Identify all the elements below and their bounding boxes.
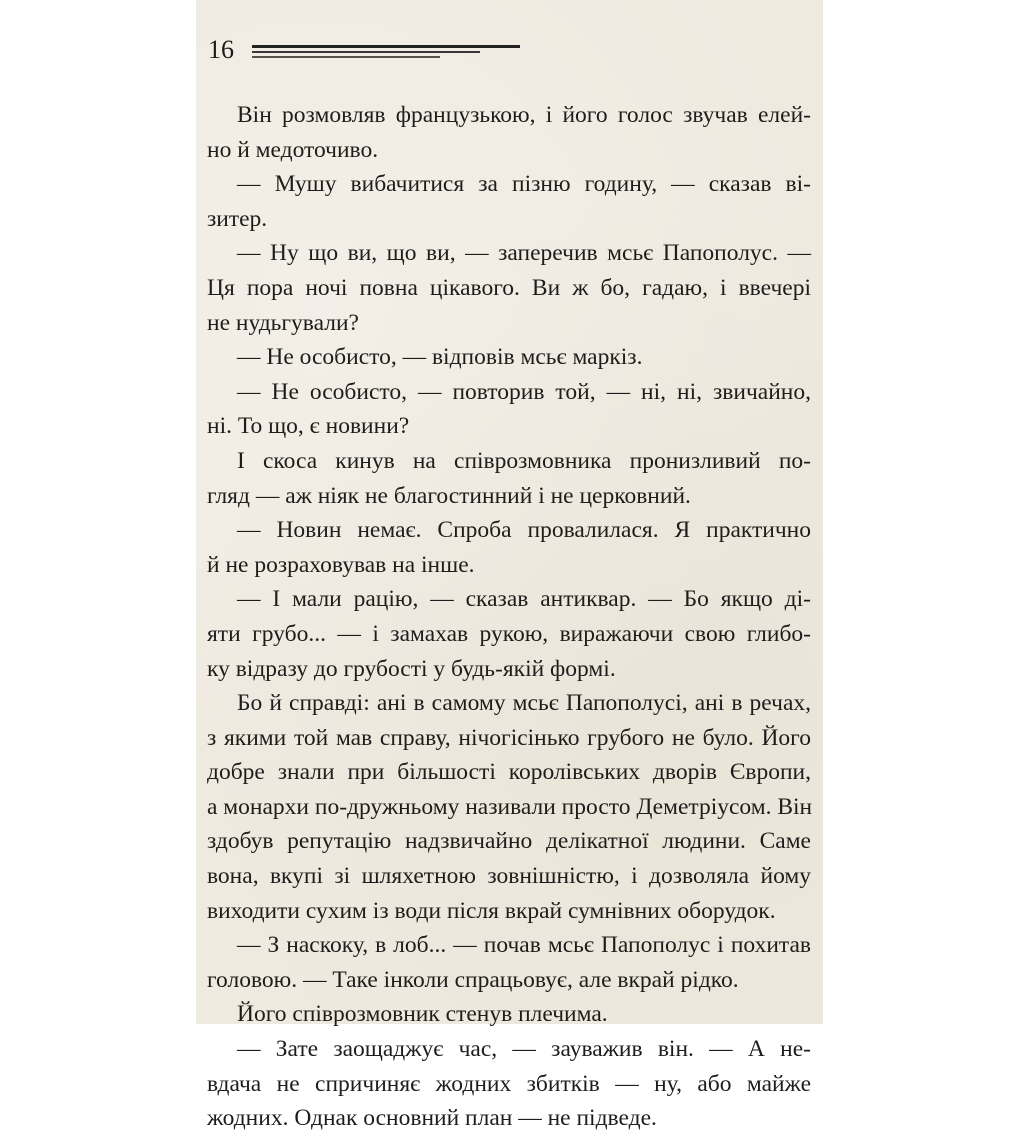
text-line: яти грубо... — і замахав рукою, виражаючи свою глибо-	[207, 620, 811, 647]
text-line: й не розраховував на інше.	[207, 551, 475, 578]
text-line: Він розмовляв французькою, і його голос звучав елей-	[237, 102, 811, 128]
text-line: головою. — Таке інколи спрацьовує, але вкрай рідко.	[207, 966, 739, 993]
text-line: Його співрозмовник стенув плечима.	[237, 1001, 608, 1028]
header-rule	[252, 45, 520, 48]
text-line: з якими той мав справу, нічогісінько грубого не було. Його	[207, 724, 811, 751]
text-line: но й медоточиво.	[207, 136, 379, 163]
text-line: гляд — аж ніяк не благостинний і не церковний.	[207, 482, 691, 509]
page-number: 16	[208, 35, 234, 64]
text-line: ні. То що, є новини?	[207, 413, 410, 440]
header-rule	[252, 56, 440, 58]
text-line: вона, вкупі зі шляхетною зовнішністю, і дозволяла йому	[207, 863, 811, 890]
text-line: здобув репутацію надзвичайно делікатної людини. Саме	[207, 828, 811, 855]
body-text	[207, 98, 811, 1136]
text-line: Бо й справді: ані в самому мсьє Папополусі, ані в речах,	[237, 690, 811, 717]
text-line: — Ну що ви, що ви, — заперечив мсьє Папополус. —	[237, 240, 811, 267]
text-line: — Не особисто, — повторив той, — ні, ні, звичайно,	[237, 378, 811, 405]
text-line: Ця пора ночі повна цікавого. Ви ж бо, гадаю, і ввечері	[207, 274, 811, 301]
text-line: — І мали рацію, — сказав антиквар. — Бо якщо ді-	[237, 586, 811, 613]
text-line: а монархи по-дружньому називали просто Деметріусом. Він	[207, 793, 813, 820]
text-line: — З наскоку, в лоб... — почав мсьє Папополус і похитав	[237, 932, 811, 959]
text-line: І скоса кинув на співрозмовника пронизливий по-	[237, 447, 811, 474]
text-line: — Не особисто, — відповів мсьє маркіз.	[237, 344, 643, 371]
page-header	[208, 30, 528, 70]
text-line: — Мушу вибачитися за пізню годину, — сказав ві-	[237, 171, 811, 198]
text-line: добре знали при більшості королівських дворів Європи,	[207, 759, 811, 786]
text-line: зитер.	[207, 205, 268, 232]
text-line: виходити сухим із води після вкрай сумнівних оборудок.	[207, 897, 776, 924]
text-line: — Зате заощаджує час, — зауважив він. — А не-	[237, 1036, 811, 1063]
text-line: — Новин немає. Спроба провалилася. Я практично	[237, 517, 811, 544]
text-line: не нудьгували?	[207, 309, 359, 336]
text-line: ку відразу до грубості у будь-якій формі.	[207, 655, 616, 682]
book-page	[196, 0, 823, 1132]
text-line: жодних. Однак основний план — не підведе.	[207, 1105, 657, 1132]
text-line: вдача не спричиняє жодних збитків — ну, або майже	[207, 1070, 811, 1097]
header-rule	[252, 51, 480, 53]
